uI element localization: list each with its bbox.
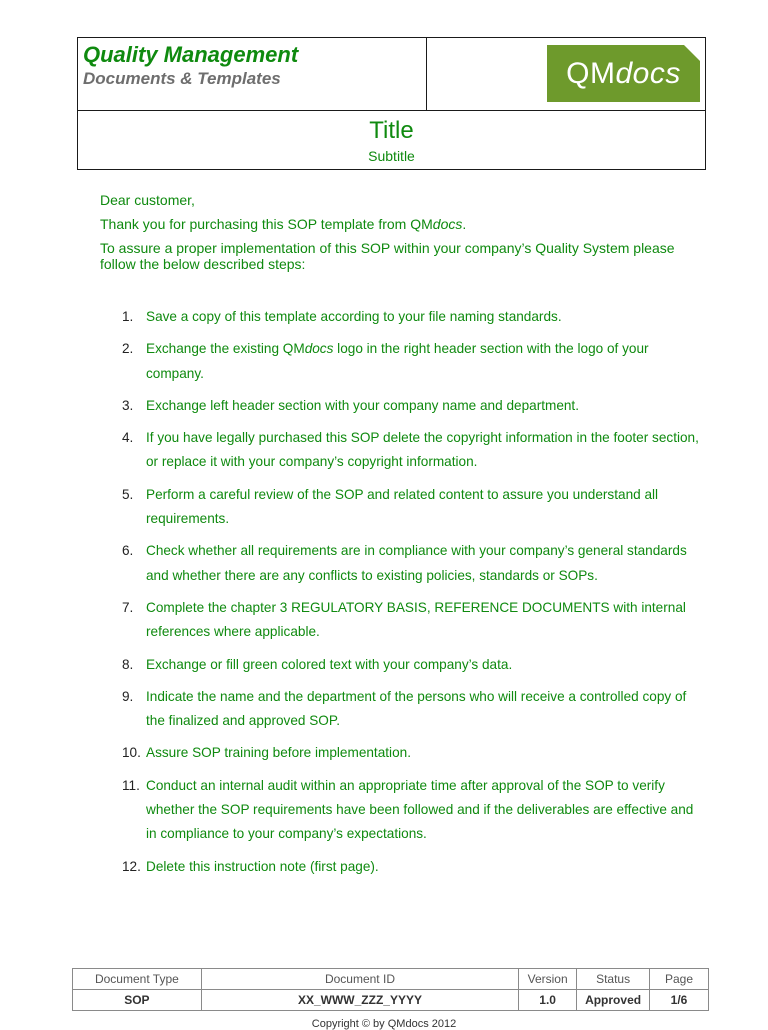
footer-version: 1.0	[519, 990, 577, 1011]
step-number: 11.	[122, 777, 140, 793]
step-text: Exchange left header section with your company name and department.	[146, 397, 579, 413]
logo-text-qm: QM	[566, 56, 616, 90]
step-number: 12.	[122, 858, 141, 874]
header-title-cell	[78, 111, 705, 169]
thanks-prefix: Thank you for purchasing this SOP template from QM	[100, 216, 433, 232]
step-item	[122, 653, 702, 677]
document-footer-table	[72, 968, 709, 1011]
logo-text-docs: docs	[615, 56, 681, 90]
document-header	[77, 37, 706, 170]
footer-header-row	[73, 969, 709, 990]
footer-value-row	[73, 990, 709, 1011]
step-text: Complete the chapter 3 REGULATORY BASIS, REFERENCE DOCUMENTS with internal references where applicable.	[146, 599, 686, 640]
step-item	[122, 337, 702, 386]
document-subtitle: Subtitle	[368, 148, 415, 164]
step-number: 1.	[122, 309, 134, 324]
step-item	[122, 855, 702, 879]
step-text: Delete this instruction note (first page).	[146, 858, 379, 874]
step-item	[122, 741, 702, 765]
footer-label-document-id: Document ID	[201, 969, 518, 990]
step-text-pre: Exchange the existing QM	[146, 341, 305, 357]
step-text: If you have legally purchased this SOP delete the copyright information in the footer section, or replace it with your company’s copyright information.	[146, 430, 699, 470]
company-name: Quality Management	[83, 42, 299, 67]
step-text: Save a copy of this template according to your file naming standards.	[146, 309, 562, 324]
greeting: Dear customer,	[100, 192, 195, 208]
step-item	[122, 539, 702, 588]
step-item	[122, 483, 702, 532]
step-number: 4.	[122, 430, 134, 446]
step-number: 7.	[122, 599, 134, 615]
footer-document-type: SOP	[73, 990, 202, 1011]
step-number: 9.	[122, 688, 134, 704]
step-text: Conduct an internal audit within an appropriate time after approval of the SOP to verify whether the SOP requirements have been followed and if the deliverables are effective and in compliance to your company’s expectations.	[146, 777, 694, 842]
header-logo-cell	[427, 38, 705, 111]
step-item	[122, 426, 702, 475]
step-number: 6.	[122, 543, 134, 559]
step-item	[122, 596, 702, 645]
qmdocs-logo	[547, 45, 700, 102]
footer-label-status: Status	[577, 969, 650, 990]
copyright-notice: Copyright © by QMdocs 2012	[311, 1018, 457, 1030]
step-number: 2.	[122, 341, 134, 357]
intro-text	[100, 192, 700, 272]
document-title: Title	[369, 117, 414, 144]
step-item	[122, 305, 702, 329]
step-item	[122, 774, 702, 847]
thanks-line	[100, 216, 700, 232]
step-text: Exchange or fill green colored text with your company’s data.	[146, 656, 513, 672]
step-number: 5.	[122, 486, 134, 502]
step-text-post: logo in the right header section with the logo of your company.	[146, 341, 649, 381]
thanks-brand: docs	[432, 216, 463, 232]
instruction-steps	[122, 305, 702, 887]
step-number: 3.	[122, 397, 134, 413]
step-text: Perform a careful review of the SOP and related content to assure you understand all requirements.	[146, 486, 659, 527]
assure-paragraph: To assure a proper implementation of this SOP within your company’s Quality System please follow the below described steps:	[100, 240, 675, 272]
header-company-cell	[78, 38, 427, 111]
step-text	[146, 337, 702, 386]
step-text-italic: docs	[304, 341, 334, 357]
footer-status: Approved	[577, 990, 650, 1011]
step-text: Indicate the name and the department of the persons who will receive a controlled copy of the finalized and approved SOP.	[146, 688, 687, 729]
footer-document-id: XX_WWW_ZZZ_YYYY	[201, 990, 518, 1011]
footer-label-version: Version	[519, 969, 577, 990]
step-text: Check whether all requirements are in compliance with your company’s general standards and whether there are any conflicts to existing policies, standards or SOPs.	[146, 543, 687, 583]
thanks-suffix: .	[462, 216, 467, 232]
footer-page: 1/6	[650, 990, 709, 1011]
step-item	[122, 394, 702, 418]
step-number: 8.	[122, 656, 134, 672]
department-name: Documents & Templates	[83, 69, 281, 88]
step-text: Assure SOP training before implementation.	[146, 745, 411, 761]
footer-label-page: Page	[650, 969, 709, 990]
footer-label-document-type: Document Type	[73, 969, 202, 990]
step-item	[122, 685, 702, 734]
step-number: 10.	[122, 745, 141, 761]
logo-folded-corner	[684, 45, 700, 61]
